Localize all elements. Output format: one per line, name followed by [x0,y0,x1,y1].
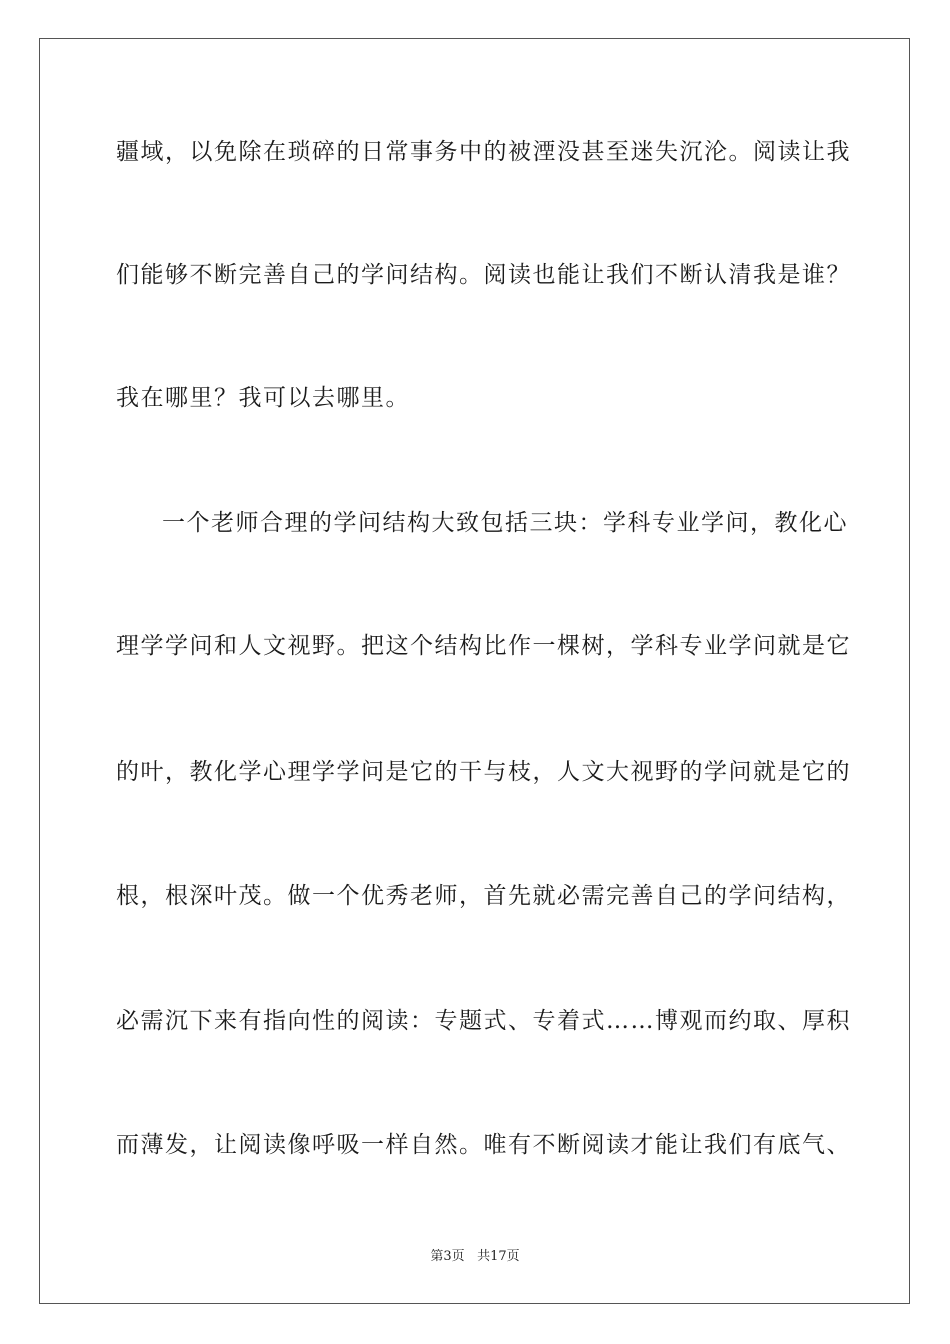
page-border [39,38,910,1304]
body-text-line-1: 疆域，以免除在琐碎的日常事务中的被湮没甚至迷失沉沦。阅读让我 [116,139,851,165]
body-text-line-4-paragraph-start: 一个老师合理的学问结构大致包括三块：学科专业学问，教化心 [162,510,848,536]
body-text-line-9: 而薄发，让阅读像呼吸一样自然。唯有不断阅读才能让我们有底气、 [116,1132,851,1158]
body-text-line-7: 根，根深叶茂。做一个优秀老师，首先就必需完善自己的学问结构， [116,883,851,909]
body-text-line-8: 必需沉下来有指向性的阅读：专题式、专着式……博观而约取、厚积 [116,1008,851,1034]
page-footer [0,1248,950,1266]
body-text-line-3: 我在哪里？我可以去哪里。 [116,385,410,411]
page-total: 共17页 [477,1249,520,1264]
body-text-line-6: 的叶，教化学心理学学问是它的干与枝，人文大视野的学问就是它的 [116,759,851,785]
page-number: 第3页 [430,1249,465,1264]
body-text-line-2: 们能够不断完善自己的学问结构。阅读也能让我们不断认清我是谁？ [116,262,851,288]
body-text-line-5: 理学学问和人文视野。把这个结构比作一棵树，学科专业学问就是它 [116,633,851,659]
